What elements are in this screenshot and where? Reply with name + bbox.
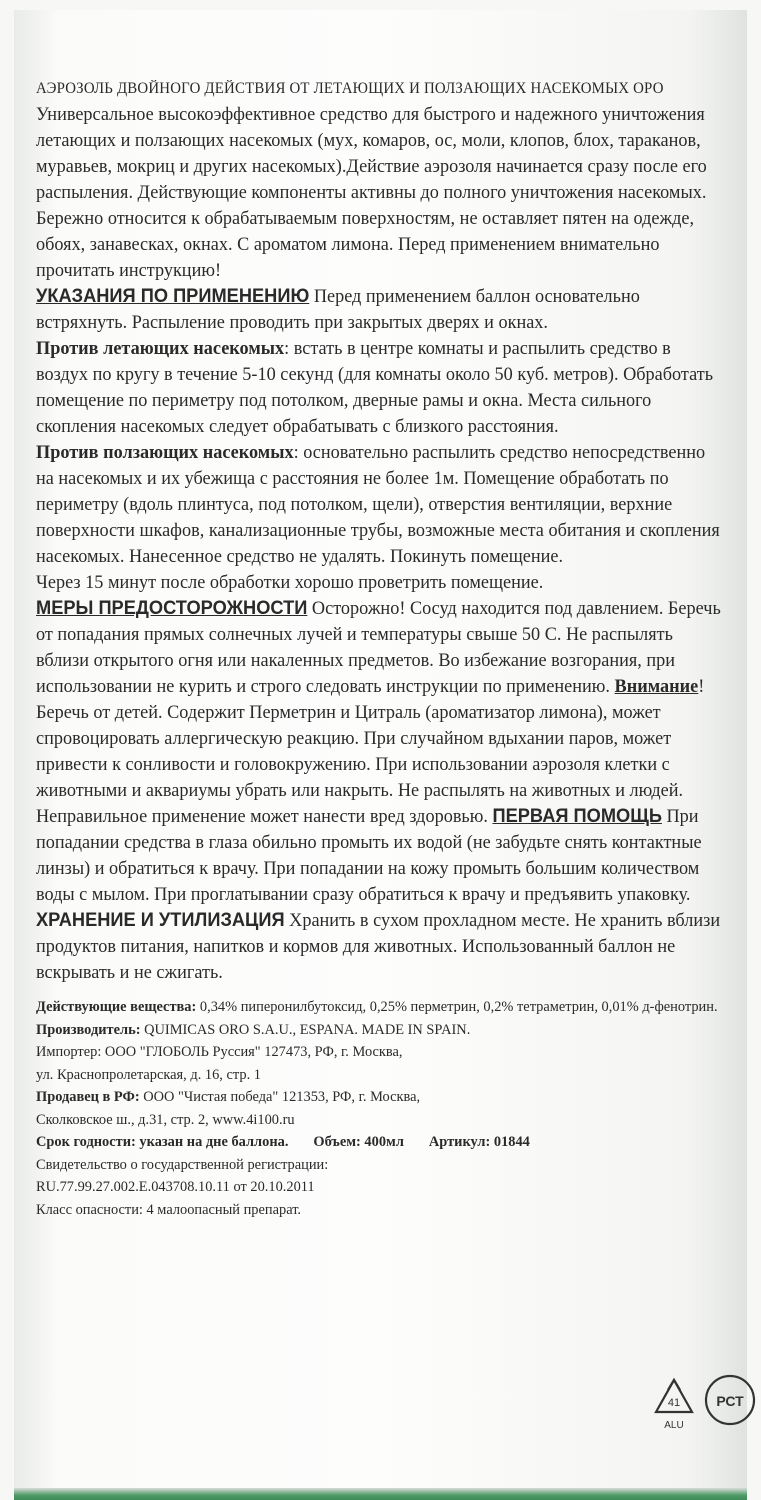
recycle-icon — [656, 1380, 692, 1431]
usage-text: Перед применением баллон основательно встряхнуть. Распыление проводить при закрытых дверях и окнах. — [36, 286, 640, 333]
volume: Объем: 400мл — [313, 1134, 404, 1150]
precautions-text-1: Осторожно! Сосуд находится под давлением. Беречь от попадания прямых солнечных лучей и температуры свыше 50 С. Не распылять вблизи открытого огня или накаленных предметов. Во избежание возгорания, при использовании не курить и строго следовать инструкции по применению. — [36, 598, 721, 697]
precautions-text-2: ! Беречь от детей. Содержит Перметрин и Цитраль (ароматизатор лимона), может спровоцировать аллергическую реакцию. При случайном вдыхании паров, может привести к сонливости и головокружению. При использовании аэрозоля клетки с животными и аквариумы убрать или накрыть. Не распылять на животных и людей. Неправильное применение может нанести вред здоровью. — [36, 676, 705, 827]
recycle-label: ALU — [664, 1420, 684, 1431]
first-aid-text: При попадании средства в глаза обильно промыть их водой (не забудьте снять контактные линзы) и обратиться к врачу. При попадании на кожу промыть большим количеством воды с мылом. При проглатывании сразу обратиться к врачу и предъявить упаковку. — [36, 806, 702, 905]
can-bottom-edge — [14, 1488, 747, 1500]
importer: Импортер: ООО "ГЛОБОЛЬ Руссия" 127473, РФ, г. Москва, — [36, 1044, 403, 1060]
producer-text: QUIMICAS ORO S.A.U., ESPANA. MADE IN SPAIN. — [140, 1021, 471, 1038]
active-label: Действующие вещества: — [36, 999, 197, 1015]
importer-address: ул. Краснопролетарская, д. 16, стр. 1 — [36, 1066, 261, 1083]
spacer — [36, 986, 723, 996]
ventilate-note: Через 15 минут после обработки хорошо проветрить помещение. — [36, 572, 544, 593]
producer-label: Производитель: — [36, 1021, 141, 1038]
precautions-heading: МЕРЫ ПРЕДОСТОРОЖНОСТИ — [36, 598, 308, 619]
certification-logos — [650, 1350, 760, 1445]
crawling-label: Против ползающих насекомых — [36, 442, 294, 463]
crawling-text: : основательно распылить средство непосредственно на насекомых и их убежища с расстояния не более 1м. Помещение обработать по периметру (вдоль плинтуса, под потолком, щели), отверстия вентиляции, верхние поверхности шкафов, канализационные трубы, возможные места обитания и скопления насекомых. Нанесенное средство не удалять. Покинуть помещение. — [36, 442, 720, 567]
shelf-text: указан на дне баллона. — [135, 1134, 289, 1150]
flying-label: Против летающих насекомых — [36, 338, 285, 359]
intro-paragraph: Универсальное высокоэффективное средство для быстрого и надежного уничтожения летающих и ползающих насекомых (мух, комаров, ос, моли, клопов, блох, тараканов, муравьев, мокриц и других насекомых).Действие аэрозоля начинается сразу после его распыления. Действующие компоненты активны до полного уничтожения насекомых. Бережно относится к обрабатываемым поверхностям, не оставляет пятен на одежде, обоях, занавесках, окнах. С ароматом лимона. Перед применением внимательно прочитать инструкцию! — [36, 104, 707, 281]
rst-certification-icon — [706, 1376, 754, 1424]
first-aid-heading: ПЕРВАЯ ПОМОЩЬ — [492, 806, 662, 827]
shelf-row — [36, 1131, 723, 1154]
seller-address: Сколковское ш., д.31, стр. 2, www.4i100.ru — [36, 1111, 295, 1128]
precautions-section — [36, 596, 723, 908]
attention-label: Внимание — [614, 676, 699, 697]
hazard-class: Класс опасности: 4 малоопасный препарат. — [36, 1201, 302, 1218]
active-ingredients — [36, 996, 723, 1019]
recycle-code: 41 — [667, 1397, 681, 1409]
usage-heading: УКАЗАНИЯ ПО ПРИМЕНЕНИЮ — [36, 286, 310, 307]
label-text — [36, 78, 723, 1221]
article-number: Артикул: 01844 — [428, 1134, 530, 1150]
flying-section — [36, 336, 723, 440]
flying-text: : встать в центре комнаты и распылить средство в воздух по кругу в течение 5-10 секунд (для комнаты около 50 куб. метров). Обработать помещение по периметру под потолком, дверные рамы и окна. Места сильного скопления насекомых следует обрабатывать с близкого расстояния. — [36, 338, 714, 437]
seller-text: ООО "Чистая победа" 121353, РФ, г. Москва, — [139, 1089, 421, 1105]
storage-text: Хранить в сухом прохладном месте. Не хранить вблизи продуктов питания, напитков и кормов для животных. Использованный баллон не вскрывать и не сжигать. — [36, 910, 721, 983]
storage-section — [36, 908, 723, 986]
seller-label: Продавец в РФ: — [36, 1089, 140, 1105]
active-text: 0,34% пиперонилбутоксид, 0,25% перметрин, 0,2% тетраметрин, 0,01% д-фенотрин. — [196, 999, 718, 1015]
shelf-life — [36, 1131, 288, 1154]
usage-section — [36, 284, 723, 336]
product-title: АЭРОЗОЛЬ ДВОЙНОГО ДЕЙСТВИЯ ОТ ЛЕТАЮЩИХ И ПОЛЗАЮЩИХ НАСЕКОМЫХ ОРО — [36, 80, 664, 97]
seller — [36, 1086, 723, 1109]
certificate-line-1: Свидетельство о государственной регистрации: — [36, 1156, 329, 1173]
producer — [36, 1019, 723, 1042]
certificate-line-2: RU.77.99.27.002.Е.043708.10.11 от 20.10.2011 — [36, 1179, 315, 1195]
crawling-section — [36, 440, 723, 570]
cert-mark: РСТ — [716, 1393, 744, 1409]
storage-heading: ХРАНЕНИЕ И УТИЛИЗАЦИЯ — [36, 910, 285, 931]
shelf-label: Срок годности: — [36, 1134, 136, 1150]
